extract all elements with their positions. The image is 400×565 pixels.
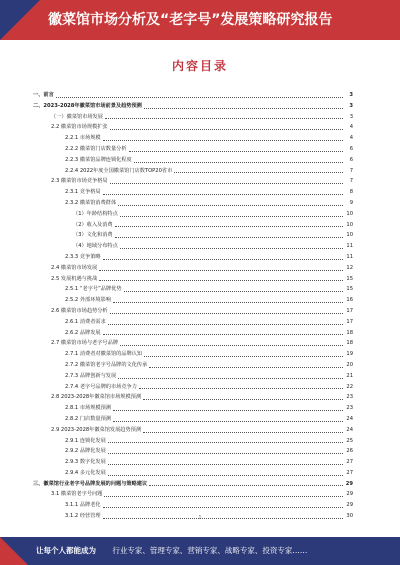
toc-entry[interactable] [33, 317, 353, 328]
toc-entry-label: 2.2.4 2022年度全国徽菜馆门店数TOP20省市 [65, 167, 173, 174]
toc-entry[interactable] [33, 457, 353, 468]
toc-entry[interactable] [33, 446, 353, 457]
toc-entry[interactable] [33, 349, 353, 360]
toc-entry-page: 7 [349, 178, 353, 185]
toc-entry-label: 2.7.4 老字号品牌的市场竞争力 [65, 383, 137, 390]
toc-dot-leader [108, 474, 343, 476]
toc-dot-leader [110, 128, 343, 130]
toc-dot-leader [143, 398, 343, 400]
toc-dot-leader [129, 150, 343, 152]
toc-entry-page: 6 [349, 156, 353, 163]
toc-dot-leader [108, 452, 343, 454]
toc-entry-label: 2.6.2 品牌发展 [65, 329, 101, 336]
toc-entry-page: 11 [346, 243, 353, 250]
toc-entry-label: （3）文化和消费 [73, 232, 113, 239]
toc-entry-label: 2.8 2023-2028年徽菜馆市场规模预测 [51, 394, 142, 401]
toc-dot-leader [118, 377, 343, 379]
toc-dot-leader [144, 355, 343, 357]
toc-entry-label: 2.2.1 市场规模 [65, 135, 101, 142]
toc-entry-label: 一、前言 [33, 92, 54, 98]
toc-entry[interactable] [33, 155, 353, 166]
toc-entry-label: 2.9.4 多元化发展 [65, 469, 106, 476]
toc-entry-label: 2.8.1 市场规模预测 [65, 405, 111, 412]
toc-entry-page: 4 [349, 124, 353, 131]
toc-entry-label: 3.1.1 品牌老化 [65, 502, 101, 509]
report-title: 徽菜馆市场分析及“老字号”发展策略研究报告 [48, 12, 333, 28]
toc-dot-leader [115, 236, 343, 238]
toc-dot-leader [110, 182, 343, 184]
toc-entry-label: 2.9 2023-2028年徽菜馆发展趋势预测 [51, 426, 142, 433]
toc-dot-leader [108, 323, 343, 325]
toc-entry-label: 3.1.2 经营管理 [65, 513, 101, 520]
toc-entry-label: 2.7 徽菜馆市场与老字号品牌 [51, 340, 118, 347]
toc-dot-leader [108, 463, 343, 465]
toc-dot-leader [104, 495, 343, 497]
toc-entry-label: 2.2.2 徽菜馆门店数量分析 [65, 145, 127, 152]
toc-entry-label: 2.9.2 品牌化发展 [65, 448, 106, 455]
toc-entry[interactable] [33, 414, 353, 425]
toc-entry-page: 3 [349, 92, 353, 98]
toc-entry-label: 2.6 徽菜馆市场趋势分析 [51, 307, 108, 314]
toc-entry[interactable] [33, 306, 353, 317]
toc-dot-leader [120, 215, 343, 217]
header-banner [0, 0, 400, 40]
toc-dot-leader [113, 409, 343, 411]
toc-entry-label: （1）年龄结构特点 [73, 210, 118, 217]
toc-entry-page: 3 [349, 113, 353, 120]
toc-entry-label: 2.8.2 门店数量预测 [65, 415, 111, 422]
toc-entry[interactable] [33, 425, 353, 436]
toc-entry[interactable] [33, 198, 353, 209]
table-of-contents [33, 90, 353, 522]
toc-entry[interactable] [33, 166, 353, 177]
toc-dot-leader [124, 290, 343, 292]
toc-dot-leader [103, 139, 343, 141]
toc-entry-label: 二、2023-2028年徽菜馆市场前景及趋势预测 [33, 102, 142, 109]
toc-entry[interactable] [33, 284, 353, 295]
toc-entry-page: 25 [346, 437, 353, 444]
toc-entry[interactable] [33, 112, 353, 123]
toc-entry-page: 29 [345, 480, 353, 487]
toc-entry-page: 7 [349, 167, 353, 174]
toc-entry-page: 22 [346, 383, 353, 390]
toc-entry[interactable] [33, 295, 353, 306]
toc-dot-leader [115, 225, 343, 227]
toc-entry-page: 18 [346, 340, 353, 347]
toc-entry[interactable] [33, 133, 353, 144]
toc-entry-page: 19 [346, 351, 353, 358]
toc-entry-label: 2.3 徽菜馆市场竞争格局 [51, 178, 108, 185]
toc-dot-leader [139, 387, 343, 389]
toc-entry-page: 24 [346, 426, 353, 433]
toc-entry-label: （2）收入及消费 [73, 221, 113, 228]
toc-entry-label: 2.7.3 品牌创新与发展 [65, 372, 117, 379]
toc-entry-page: 27 [346, 469, 353, 476]
toc-dot-leader [118, 204, 343, 206]
toc-entry[interactable] [33, 328, 353, 339]
toc-entry[interactable] [33, 187, 353, 198]
toc-entry[interactable] [33, 144, 353, 155]
toc-entry-label: （一）徽菜馆市场发展 [51, 113, 103, 120]
toc-entry-label: 2.7.2 徽菜馆老字号品牌的文化传承 [65, 361, 148, 368]
toc-entry-page: 10 [346, 232, 353, 239]
footer-slogan [36, 546, 394, 556]
toc-entry-page: 10 [346, 221, 353, 228]
toc-entry-page: 17 [346, 318, 353, 325]
toc-entry[interactable] [33, 122, 353, 133]
toc-dot-leader [120, 344, 343, 346]
toc-dot-leader [149, 366, 343, 368]
toc-entry-page: 3 [349, 102, 353, 109]
toc-dot-leader [113, 301, 343, 303]
toc-dot-leader [144, 107, 343, 109]
toc-entry[interactable] [33, 436, 353, 447]
toc-entry-label: 2.3.2 徽菜馆消费群体 [65, 199, 117, 206]
toc-entry[interactable] [33, 500, 353, 511]
toc-dot-leader [174, 171, 343, 173]
toc-entry-label: 2.6.1 消费者需求 [65, 318, 106, 325]
toc-dot-leader [105, 117, 343, 119]
toc-entry-page: 10 [346, 210, 353, 217]
toc-entry-page: 30 [346, 513, 353, 520]
toc-dot-leader [110, 312, 343, 314]
toc-entry-page: 21 [346, 372, 353, 379]
toc-entry-label: 2.4 徽菜馆市场发展 [51, 264, 98, 271]
toc-dot-leader [99, 269, 343, 271]
toc-entry[interactable] [33, 176, 353, 187]
toc-entry-label: 2.3.3 竞争策略 [65, 253, 101, 260]
toc-entry-page: 26 [346, 448, 353, 455]
toc-entry[interactable] [33, 90, 353, 101]
toc-entry-label: 2.5 发展机遇与挑战 [51, 275, 98, 282]
toc-entry-label: 2.9.3 数字化发展 [65, 459, 106, 466]
toc-entry[interactable] [33, 209, 353, 220]
toc-dot-leader [56, 96, 343, 98]
toc-entry-label: 2.2 徽菜馆市场规模扩张 [51, 124, 108, 131]
toc-dot-leader [103, 193, 343, 195]
toc-entry-page: 18 [346, 329, 353, 336]
footer-corner-decoration [0, 537, 28, 565]
toc-entry[interactable] [33, 382, 353, 393]
toc-entry-page: 12 [346, 264, 353, 271]
toc-entry[interactable] [33, 392, 353, 403]
toc-entry-page: 11 [346, 253, 353, 260]
toc-entry-page: 17 [346, 307, 353, 314]
toc-entry[interactable] [33, 468, 353, 479]
toc-entry[interactable] [33, 338, 353, 349]
toc-entry[interactable] [33, 241, 353, 252]
toc-dot-leader [134, 161, 343, 163]
toc-entry-label: 三、徽菜馆行业老字号品牌发展的问题与策略建议 [33, 480, 148, 487]
toc-entry-page: 24 [346, 415, 353, 422]
toc-entry[interactable] [33, 220, 353, 231]
toc-entry-page: 8 [349, 189, 353, 196]
toc-entry-page: 27 [346, 459, 353, 466]
toc-entry[interactable] [33, 371, 353, 382]
toc-entry-page: 16 [346, 297, 353, 304]
footer-banner [0, 537, 400, 565]
toc-entry-label: （4）地域分布特点 [73, 243, 118, 250]
toc-entry-label: 2.9.1 连锁化发展 [65, 437, 106, 444]
toc-entry-page: 23 [346, 394, 353, 401]
footer-tagline: 让每个人都能成为 [36, 546, 96, 555]
toc-entry-page: 23 [346, 405, 353, 412]
toc-dot-leader [103, 258, 343, 260]
toc-entry-label: 2.7.1 消费者对徽菜馆的品牌认知 [65, 351, 143, 358]
toc-dot-leader [143, 431, 343, 433]
toc-entry[interactable] [33, 403, 353, 414]
toc-dot-leader [149, 484, 343, 486]
toc-entry-page: 6 [349, 145, 353, 152]
toc-entry[interactable] [33, 489, 353, 500]
toc-dot-leader [103, 506, 343, 508]
toc-entry-label: 2.5.1 “老字号”品牌优势 [65, 286, 122, 293]
toc-dot-leader [120, 247, 343, 249]
toc-entry-page: 15 [346, 275, 353, 282]
toc-entry-label: 2.5.2 外部环境影响 [65, 297, 111, 304]
toc-entry-label: 3.1 徽菜馆老字号问题 [51, 491, 103, 498]
toc-entry-page: 29 [346, 491, 353, 498]
toc-entry[interactable] [33, 360, 353, 371]
toc-entry-page: 29 [346, 502, 353, 509]
toc-dot-leader [108, 441, 343, 443]
toc-heading: 内容目录 [171, 59, 228, 73]
toc-entry-page: 15 [346, 286, 353, 293]
toc-dot-leader [113, 420, 343, 422]
toc-entry-page: 4 [349, 135, 353, 142]
toc-dot-leader [99, 279, 343, 281]
toc-dot-leader [103, 333, 343, 335]
toc-entry[interactable] [33, 263, 353, 274]
toc-entry[interactable] [33, 230, 353, 241]
page-number: 1 [198, 515, 202, 521]
toc-entry-page: 9 [349, 199, 353, 206]
toc-entry[interactable] [33, 101, 353, 112]
footer-roles: 行业专家、管理专家、营销专家、战略专家、投资专家…… [112, 546, 308, 555]
toc-entry-page: 20 [346, 361, 353, 368]
toc-entry-label: 2.3.1 竞争格局 [65, 189, 101, 196]
toc-entry-label: 2.2.3 徽菜馆品牌连锁化程度 [65, 156, 132, 163]
toc-entry[interactable] [33, 252, 353, 263]
toc-entry[interactable] [33, 274, 353, 285]
header-corner-decoration [0, 0, 40, 40]
toc-entry[interactable] [33, 479, 353, 490]
